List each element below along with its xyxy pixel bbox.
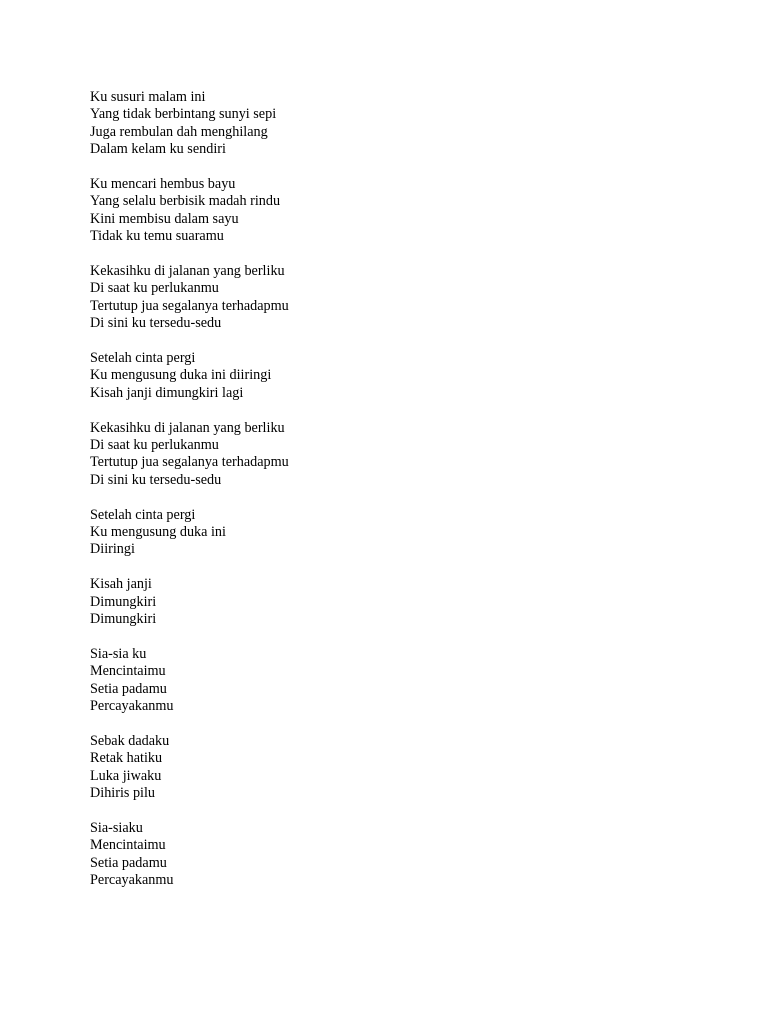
poem-line: Yang selalu berbisik madah rindu [90,193,281,210]
poem-text [90,89,289,890]
poem-line: Di sini ku tersedu-sedu [90,471,222,488]
stanza [90,820,289,890]
stanza [90,263,289,333]
poem-line: Dimungkiri [90,611,157,628]
poem-line: Juga rembulan dah menghilang [90,123,268,140]
poem-line: Tidak ku temu suaramu [90,228,224,245]
poem-line: Kini membisu dalam sayu [90,210,239,227]
poem-line: Mencintaimu [90,663,166,680]
poem-line: Di saat ku perlukanmu [90,280,219,297]
stanza [90,350,289,402]
poem-line: Luka jiwaku [90,767,162,784]
poem-line: Dalam kelam ku sendiri [90,141,226,158]
poem-line: Mencintaimu [90,837,166,854]
stanza [90,89,289,159]
poem-line: Ku mengusung duka ini [90,524,226,541]
poem-line: Diiringi [90,541,135,558]
poem-line: Setelah cinta pergi [90,506,196,523]
poem-line: Di saat ku perlukanmu [90,437,219,454]
poem-line: Kisah janji [90,576,152,593]
poem-line: Kekasihku di jalanan yang berliku [90,419,285,436]
stanza [90,733,289,803]
poem-line: Tertutup jua segalanya terhadapmu [90,454,289,471]
stanza [90,507,289,559]
poem-line: Sia-sia ku [90,645,147,662]
stanza [90,420,289,490]
poem-line: Retak hatiku [90,750,163,767]
poem-line: Setia padamu [90,854,167,871]
poem-line: Di sini ku tersedu-sedu [90,315,222,332]
stanza [90,576,289,628]
poem-line: Percayakanmu [90,698,174,715]
poem-line: Kisah janji dimungkiri lagi [90,384,244,401]
poem-line: Ku susuri malam ini [90,89,206,105]
poem-line: Tertutup jua segalanya terhadapmu [90,297,289,314]
poem-line: Sebak dadaku [90,732,170,749]
poem-line: Ku mencari hembus bayu [90,176,236,193]
poem-line: Setelah cinta pergi [90,350,196,367]
stanza [90,176,289,246]
poem-line: Percayakanmu [90,872,174,889]
stanza [90,646,289,716]
poem-line: Yang tidak berbintang sunyi sepi [90,106,277,123]
poem-line: Dihiris pilu [90,785,156,802]
poem-line: Sia-siaku [90,819,143,836]
poem-line: Kekasihku di jalanan yang berliku [90,263,285,280]
poem-line: Ku mengusung duka ini diiringi [90,367,272,384]
poem-line: Dimungkiri [90,593,157,610]
poem-line: Setia padamu [90,680,167,697]
